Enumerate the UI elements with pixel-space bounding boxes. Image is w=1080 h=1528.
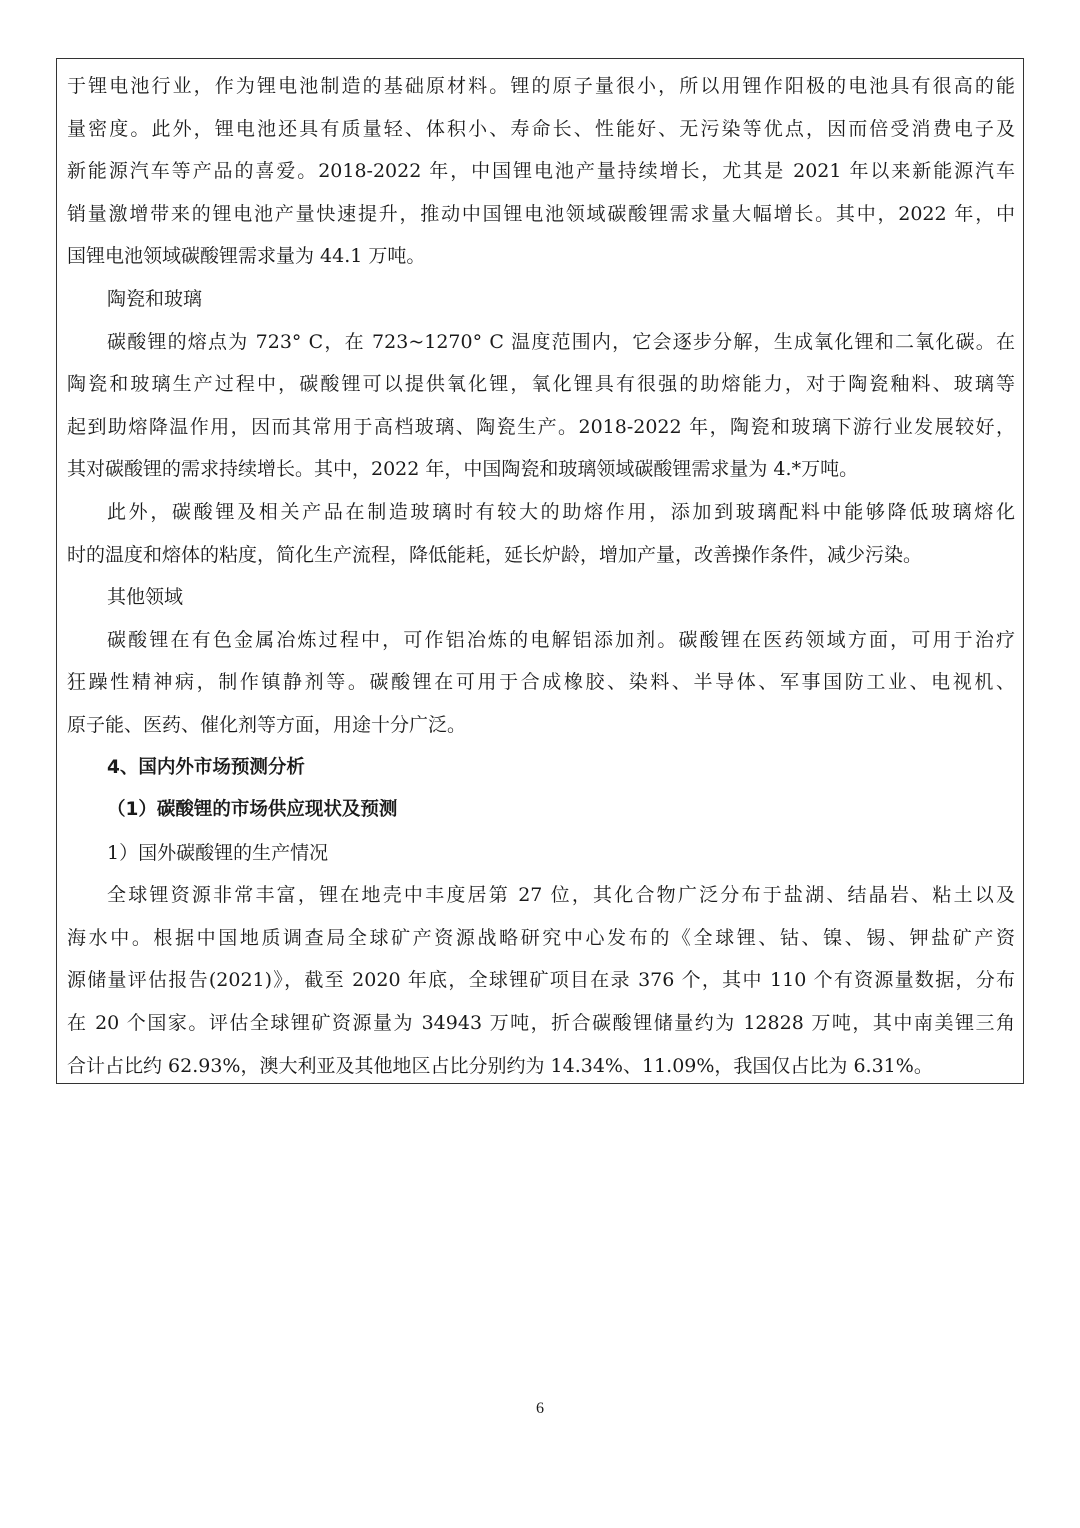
paragraph-line: 原子能、医药、催化剂等方面，用途十分广泛。 <box>67 713 467 736</box>
subsection-heading-supply: （1）碳酸锂的市场供应现状及预测 <box>107 799 398 821</box>
paragraph-line: 在 20 个国家。评估全球锂矿资源量为 34943 万吨，折合碳酸锂储量约为 12828 万吨，其中南美锂三角 <box>67 1012 1015 1035</box>
page-number: 6 <box>536 1400 544 1417</box>
paragraph-line: 于锂电池行业，作为锂电池制造的基础原材料。锂的原子量很小，所以用锂作阳极的电池具有很高的能 <box>67 75 1015 97</box>
paragraph-line: 新能源汽车等产品的喜爱。2018-2022 年，中国锂电池产量持续增长，尤其是 2021 年以来新能源汽车 <box>67 160 1015 183</box>
content-frame <box>56 58 1024 1084</box>
subsection-heading-foreign-production: 1）国外碳酸锂的生产情况 <box>107 841 329 864</box>
section-heading-ceramics-glass: 陶瓷和玻璃 <box>107 287 203 310</box>
paragraph-line: 合计占比约 62.93%，澳大利亚及其他地区占比分别约为 14.34%、11.09%，我国仅占比为 6.31%。 <box>67 1054 933 1077</box>
section-heading-market-forecast: 4、国内外市场预测分析 <box>107 756 305 778</box>
paragraph-line: 源储量评估报告(2021)》，截至 2020 年底，全球锂矿项目在录 376 个，其中 110 个有资源量数据，分布 <box>67 969 1015 992</box>
paragraph-line: 碳酸锂的熔点为 723° C，在 723~1270° C 温度范围内，它会逐步分解，生成氧化锂和二氧化碳。在 <box>107 330 1015 353</box>
paragraph-line: 时的温度和熔体的粘度，简化生产流程，降低能耗，延长炉龄，增加产量，改善操作条件，减少污染。 <box>67 543 923 566</box>
document-body <box>67 65 1015 1087</box>
paragraph-line: 此外，碳酸锂及相关产品在制造玻璃时有较大的助熔作用，添加到玻璃配料中能够降低玻璃熔化 <box>107 500 1015 523</box>
paragraph-line: 量密度。此外，锂电池还具有质量轻、体积小、寿命长、性能好、无污染等优点，因而倍受消费电子及 <box>67 117 1015 140</box>
paragraph-line: 陶瓷和玻璃生产过程中，碳酸锂可以提供氧化锂，氧化锂具有很强的助熔能力，对于陶瓷釉料、玻璃等 <box>67 373 1015 396</box>
paragraph-line: 狂躁性精神病，制作镇静剂等。碳酸锂在可用于合成橡胶、染料、半导体、军事国防工业、电视机、 <box>67 671 1015 694</box>
paragraph-line: 其对碳酸锂的需求持续增长。其中，2022 年，中国陶瓷和玻璃领域碳酸锂需求量为 4.*万吨。 <box>67 458 859 481</box>
paragraph-line: 起到助熔降温作用，因而其常用于高档玻璃、陶瓷生产。2018-2022 年，陶瓷和玻璃下游行业发展较好， <box>67 415 1015 438</box>
paragraph-line: 国锂电池领域碳酸锂需求量为 44.1 万吨。 <box>67 245 426 268</box>
paragraph-line: 全球锂资源非常丰富，锂在地壳中丰度居第 27 位，其化合物广泛分布于盐湖、结晶岩、粘土以及 <box>107 884 1015 907</box>
section-heading-other-fields: 其他领域 <box>107 586 184 609</box>
paragraph-line: 碳酸锂在有色金属冶炼过程中，可作铝冶炼的电解铝添加剂。碳酸锂在医药领域方面，可用于治疗 <box>107 628 1015 651</box>
paragraph-line: 海水中。根据中国地质调查局全球矿产资源战略研究中心发布的《全球锂、钴、镍、锡、钾盐矿产资 <box>67 926 1015 949</box>
paragraph-line: 销量激增带来的锂电池产量快速提升，推动中国锂电池领域碳酸锂需求量大幅增长。其中，2022 年，中 <box>67 202 1015 225</box>
